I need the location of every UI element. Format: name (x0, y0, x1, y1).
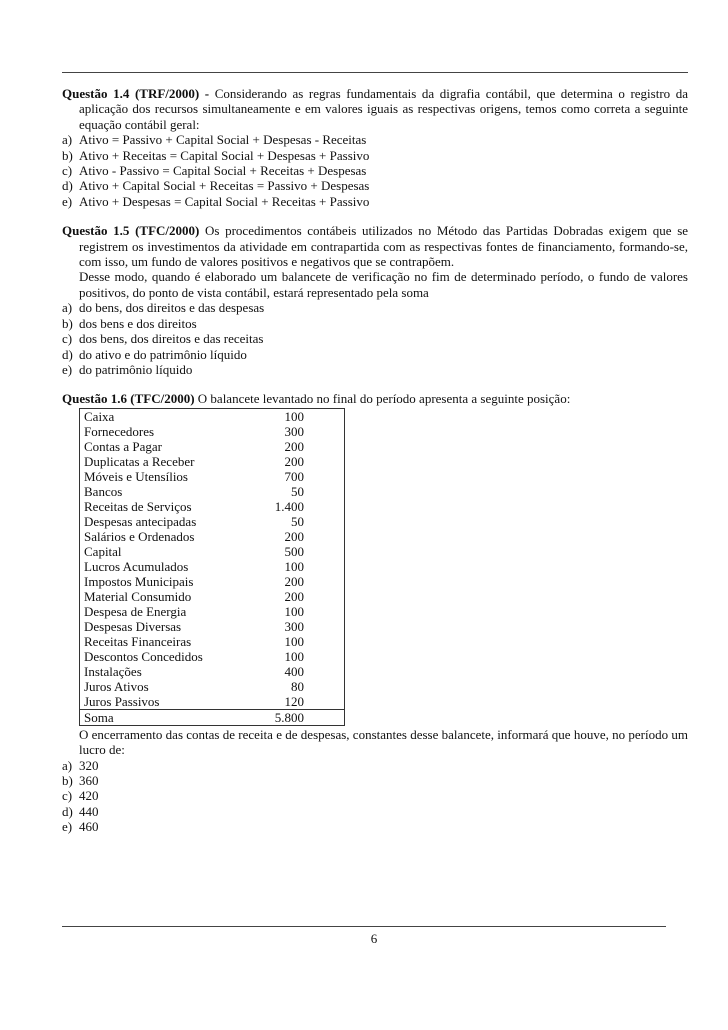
option-item (62, 758, 688, 773)
balance-row (80, 454, 345, 469)
balance-account: Salários e Ordenados (84, 528, 195, 544)
question-1-5 (62, 223, 688, 377)
balance-account: Despesas antecipadas (84, 513, 197, 529)
balance-account: Instalações (84, 663, 142, 679)
question-1-6 (62, 391, 688, 834)
balance-value: 80 (291, 678, 304, 694)
option-item (62, 132, 688, 147)
balance-row (80, 589, 345, 604)
option-item (62, 362, 688, 377)
balance-row (80, 604, 345, 619)
balance-account: Lucros Acumulados (84, 558, 189, 574)
balance-table-body (80, 408, 345, 709)
balance-value: 100 (284, 408, 304, 424)
balance-value: 500 (284, 543, 304, 559)
option-text: dos bens, dos direitos e das receitas (79, 331, 264, 347)
balance-account: Duplicatas a Receber (84, 453, 195, 469)
balance-value: 200 (284, 438, 304, 454)
option-letter: a) (62, 757, 73, 773)
option-letter: b) (62, 315, 73, 331)
balance-row (80, 408, 345, 424)
option-text: 320 (79, 757, 99, 773)
sum-label: Soma (84, 709, 114, 725)
option-letter: e) (62, 819, 73, 835)
option-text: Ativo = Passivo + Capital Social + Despesas - Receitas (79, 132, 367, 148)
option-letter: e) (62, 361, 73, 377)
question-source: (TRF/2000) - (134, 86, 210, 101)
question-text: Os procedimentos contábeis utilizados no Método das Partidas Dobradas exigem que se registrem os investimentos da atividade em contrapartida com as respectivas fontes de financiamento, formando-se, com isso, um fundo de valores positivos e negativos que se contrapõem. (79, 223, 689, 270)
option-text: Ativo - Passivo = Capital Social + Receitas + Despesas (79, 163, 367, 179)
balance-account: Receitas Financeiras (84, 633, 192, 649)
balance-value: 100 (284, 558, 304, 574)
balance-account: Despesas Diversas (84, 618, 182, 634)
option-item (62, 194, 688, 209)
balance-account: Móveis e Utensílios (84, 468, 188, 484)
balance-table (79, 408, 345, 726)
balance-row (80, 694, 345, 710)
question-text: Considerando as regras fundamentais da digrafia contábil, que determina o registro da aplicação dos recursos simultaneamente e em valores iguais as respectivas origens, temos como correta a seguinte equação contábil geral: (79, 86, 689, 132)
question-text-continuation: Desse modo, quando é elaborado um balancete de verificação no fim de determinado período, o fundo de valores positivos, do ponto de vista contábil, estará representado pela soma (79, 269, 688, 300)
balance-account: Bancos (84, 483, 123, 499)
balance-account: Caixa (84, 408, 115, 424)
question-text-continuation: O encerramento das contas de receita e de despesas, constantes desse balancete, informará que houve, no período um lucro de: (79, 726, 688, 758)
page-number: 6 (370, 931, 378, 946)
option-item (62, 300, 688, 315)
footer-rule (62, 926, 666, 927)
option-letter: a) (62, 132, 73, 148)
option-item (62, 804, 688, 819)
option-letter: e) (62, 193, 73, 209)
balance-account: Receitas de Serviços (84, 498, 192, 514)
balance-row (80, 424, 345, 439)
balance-account: Impostos Municipais (84, 573, 194, 589)
balance-value: 300 (284, 423, 304, 439)
balance-account: Juros Passivos (80, 694, 241, 710)
option-letter: b) (62, 147, 73, 163)
balance-value: 200 (284, 528, 304, 544)
balance-row (80, 484, 345, 499)
option-letter: d) (62, 178, 73, 194)
balance-sum-row (80, 709, 345, 725)
question-1-4 (62, 86, 688, 209)
balance-account: Fornecedores (84, 423, 155, 439)
option-item (62, 819, 688, 834)
balance-account: Capital (84, 543, 122, 559)
option-text: 440 (79, 803, 99, 819)
option-text: Ativo + Capital Social + Receitas = Passivo + Despesas (79, 178, 370, 194)
balance-value: 200 (284, 573, 304, 589)
option-text: 360 (79, 772, 99, 788)
option-text: Ativo + Despesas = Capital Social + Receitas + Passivo (79, 193, 370, 209)
balance-account: Juros Ativos (84, 678, 149, 694)
option-item (62, 178, 688, 193)
balance-row (80, 574, 345, 589)
balance-row (80, 529, 345, 544)
balance-row (80, 649, 345, 664)
balance-row (80, 634, 345, 649)
question-id: Questão 1.4 (62, 86, 130, 101)
page-content (62, 86, 688, 849)
balance-row (80, 514, 345, 529)
balance-value: 200 (284, 453, 304, 469)
option-letter: c) (62, 163, 73, 179)
balance-account: Despesa de Energia (84, 603, 187, 619)
option-text: Ativo + Receitas = Capital Social + Despesas + Passivo (79, 147, 370, 163)
option-letter: c) (62, 788, 73, 804)
question-stem (62, 223, 688, 269)
balance-value: 200 (284, 588, 304, 604)
balance-row (80, 559, 345, 574)
question-text: O balancete levantado no final do período apresenta a seguinte posição: (197, 391, 571, 407)
balance-value: 50 (291, 483, 304, 499)
option-item (62, 347, 688, 362)
balance-row (80, 664, 345, 679)
balance-row (80, 619, 345, 634)
question-stem (62, 86, 688, 132)
balance-value: 100 (284, 633, 304, 649)
balance-row (80, 544, 345, 559)
header-rule (62, 72, 688, 73)
option-letter: c) (62, 331, 73, 347)
option-item (62, 163, 688, 178)
question-source: (TFC/2000) (135, 223, 200, 239)
option-text: do patrimônio líquido (79, 361, 193, 377)
option-letter: b) (62, 772, 73, 788)
balance-row (80, 439, 345, 454)
balance-value: 100 (284, 648, 304, 664)
option-text: 420 (79, 788, 99, 804)
option-item (62, 773, 688, 788)
option-letter: d) (62, 346, 73, 362)
balance-value: 1.400 (274, 498, 304, 514)
balance-value: 120 (240, 694, 345, 710)
option-text: dos bens e dos direitos (79, 315, 197, 331)
balance-value: 700 (284, 468, 304, 484)
balance-row (80, 679, 345, 694)
balance-account: Descontos Concedidos (84, 648, 203, 664)
question-source: (TFC/2000) (130, 391, 195, 407)
balance-value: 100 (284, 603, 304, 619)
balance-account: Material Consumido (84, 588, 192, 604)
balance-value: 300 (284, 618, 304, 634)
balance-value: 50 (291, 513, 304, 529)
option-item (62, 331, 688, 346)
sum-value: 5.800 (274, 709, 304, 725)
option-text: do bens, dos direitos e das despesas (79, 300, 265, 316)
balance-row (80, 469, 345, 484)
option-item (62, 148, 688, 163)
option-letter: d) (62, 803, 73, 819)
option-letter: a) (62, 300, 73, 316)
question-stem (62, 391, 688, 406)
option-text: 460 (79, 819, 99, 835)
balance-account: Contas a Pagar (84, 438, 162, 454)
balance-value: 400 (284, 663, 304, 679)
balance-row (80, 499, 345, 514)
option-item (62, 788, 688, 803)
option-text: do ativo e do patrimônio líquido (79, 346, 247, 362)
option-item (62, 316, 688, 331)
question-id: Questão 1.6 (62, 391, 127, 407)
question-id: Questão 1.5 (62, 223, 130, 239)
